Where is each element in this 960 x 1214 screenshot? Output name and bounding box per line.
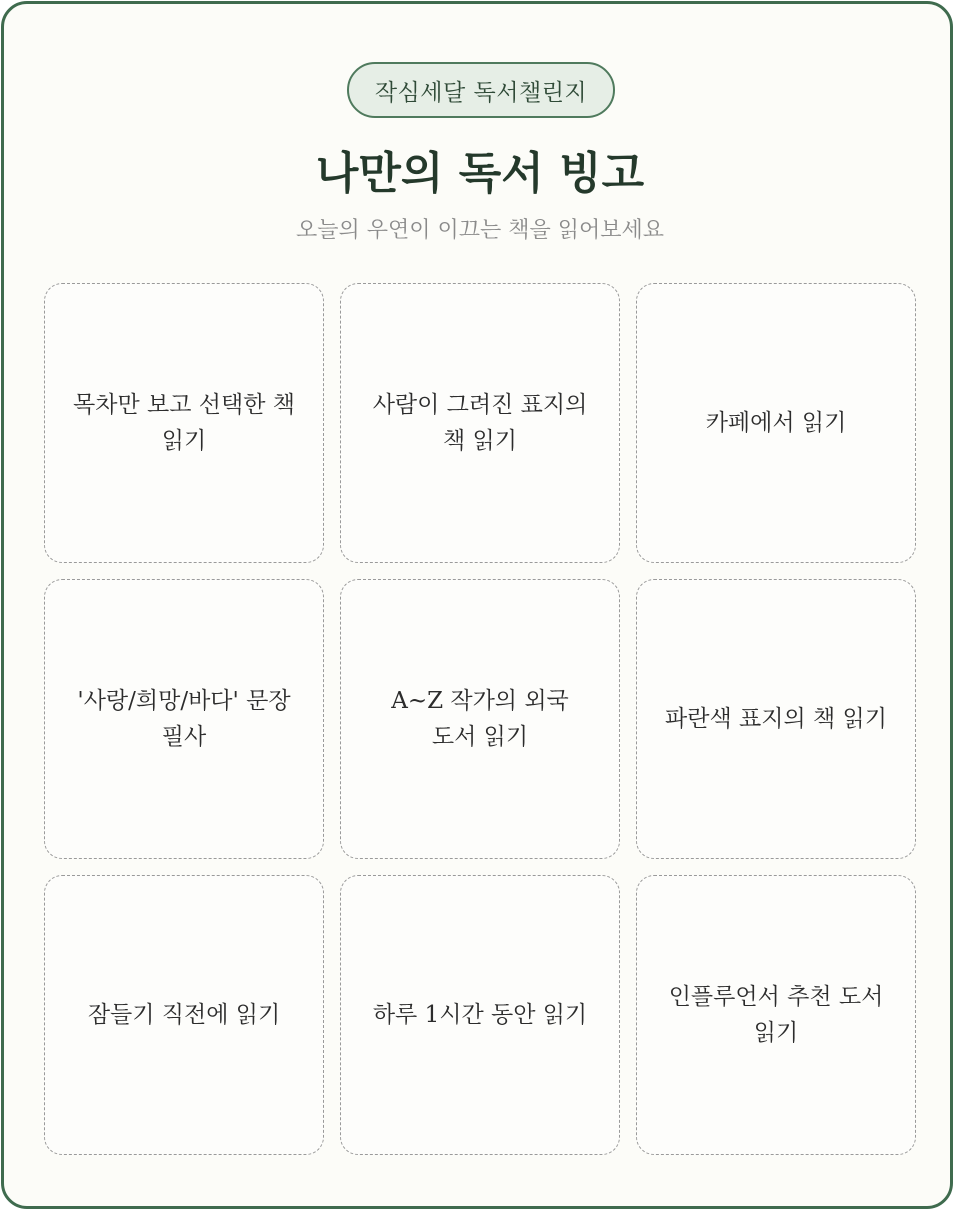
bingo-cell-label: '사랑/희망/바다' 문장 필사 <box>77 688 291 750</box>
bingo-cell-label: 하루 1시간 동안 읽기 <box>372 1002 588 1028</box>
bingo-cell[interactable] <box>636 875 916 1155</box>
bingo-cell[interactable] <box>636 579 916 859</box>
bingo-cell-label: 목차만 보고 선택한 책 읽기 <box>73 392 295 454</box>
bingo-grid <box>44 283 916 1155</box>
bingo-cell[interactable] <box>340 283 620 563</box>
bingo-cell[interactable] <box>44 283 324 563</box>
bingo-cell-label: 파란색 표지의 책 읽기 <box>665 706 887 732</box>
bingo-cell-label: 인플루언서 추천 도서 읽기 <box>668 984 884 1046</box>
bingo-card <box>1 1 953 1209</box>
page-title: 나만의 독서 빙고 <box>315 148 645 199</box>
bingo-cell[interactable] <box>636 283 916 563</box>
challenge-badge: 작심세달 독서챌린지 <box>347 62 615 118</box>
page-subtitle: 오늘의 우연이 이끄는 책을 읽어보세요 <box>295 218 664 243</box>
bingo-cell-label: 잠들기 직전에 읽기 <box>87 1002 281 1028</box>
bingo-cell-label: 카페에서 읽기 <box>705 410 847 436</box>
bingo-cell[interactable] <box>44 579 324 859</box>
bingo-cell-label: A~Z 작가의 외국 도서 읽기 <box>391 688 569 750</box>
bingo-cell-label: 사람이 그려진 표지의 책 읽기 <box>372 392 588 454</box>
bingo-cell[interactable] <box>340 875 620 1155</box>
bingo-cell[interactable] <box>44 875 324 1155</box>
bingo-cell[interactable] <box>340 579 620 859</box>
